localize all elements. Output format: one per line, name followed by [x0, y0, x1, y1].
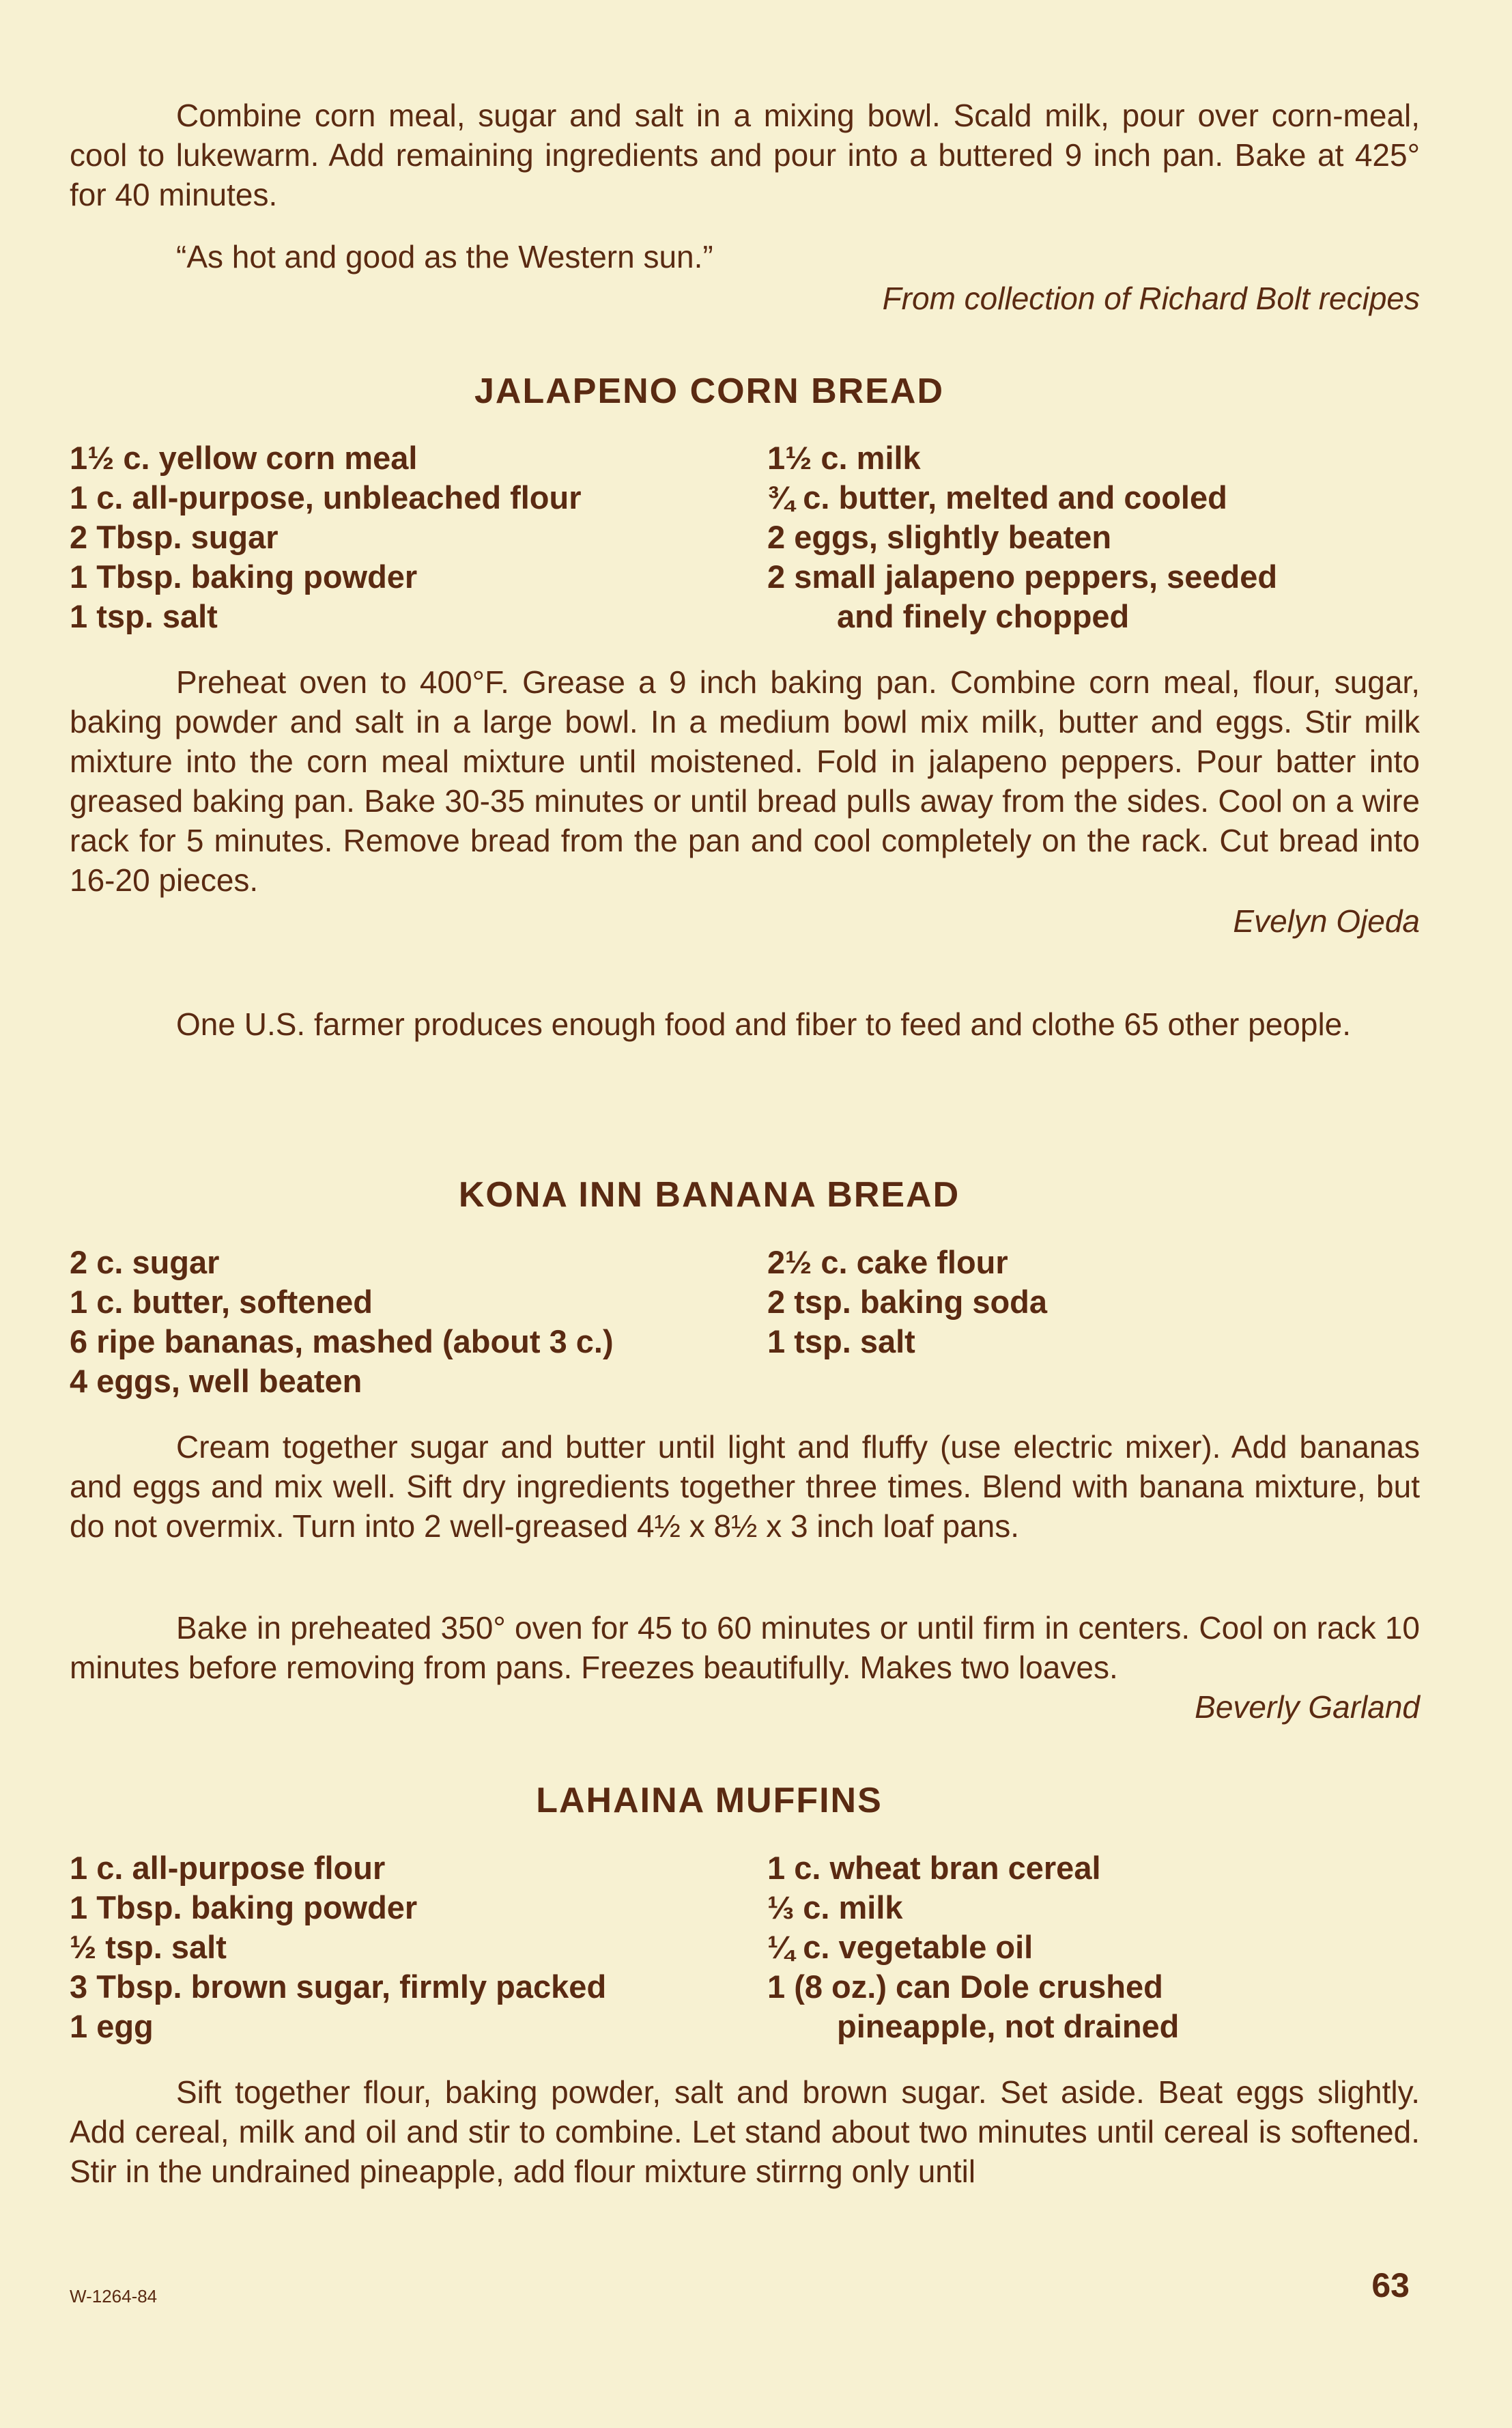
- recipe-title: LAHAINA MUFFINS: [536, 1781, 883, 1820]
- ingredients-left: [70, 1243, 614, 1401]
- ingredient: 2½ c. cake flour: [767, 1244, 1008, 1280]
- ingredient: 1 c. butter, softened: [70, 1284, 373, 1320]
- intro-attribution: From collection of Richard Bolt recipes: [882, 281, 1420, 316]
- ingredient: ¼ c. vegetable oil: [767, 1929, 1033, 1965]
- recipe-directions: Preheat oven to 400°F. Grease a 9 inch baking pan. Combine corn meal, flour, sugar, baking powder and salt in a large bowl. In a medium bowl mix milk, butter and eggs. Stir milk mixture into the corn meal mixture until moistened. Fold in jalapeno peppers. Pour batter into greased baking pan. Bake 30-35 minutes or until bread pulls away from the sides. Cool on a wire rack for 5 minutes. Remove bread from the pan and cool completely on the rack. Cut bread into 16-20 pieces.: [70, 664, 1420, 898]
- ingredient: 2 small jalapeno peppers, seeded: [767, 559, 1278, 595]
- ingredients-right: [767, 438, 1277, 636]
- ingredient: 1 c. wheat bran cereal: [767, 1850, 1101, 1886]
- farmer-fact: One U.S. farmer produces enough food and fiber to feed and clothe 65 other people.: [176, 1006, 1352, 1042]
- ingredient: ⅓ c. milk: [767, 1889, 903, 1925]
- recipe-directions: Sift together flour, baking powder, salt and brown sugar. Set aside. Beat eggs slightly. Add cereal, milk and oil and stir to combine. Let stand about two minutes until cereal is softened. Stir in the undrained pineapple, add flour mixture stirrng only until: [70, 2074, 1420, 2189]
- ingredient: 2 Tbsp. sugar: [70, 519, 279, 555]
- ingredient: 1 tsp. salt: [767, 1323, 915, 1359]
- recipe-directions: Bake in preheated 350° oven for 45 to 60 minutes or until firm in centers. Cool on rack 10 minutes before removing from pans. Freezes beautifully. Makes two loaves.: [70, 1610, 1420, 1685]
- ingredient: 1 (8 oz.) can Dole crushed: [767, 1968, 1163, 2005]
- ingredient: 1 Tbsp. baking powder: [70, 1889, 418, 1925]
- ingredients-left: [70, 1848, 606, 2046]
- ingredient: 2 tsp. baking soda: [767, 1284, 1048, 1320]
- ingredient: 1 tsp. salt: [70, 598, 218, 634]
- ingredient: 1 c. all-purpose, unbleached flour: [70, 479, 582, 516]
- document-code: W-1264-84: [70, 2286, 158, 2306]
- ingredient: 3 Tbsp. brown sugar, firmly packed: [70, 1968, 607, 2005]
- recipe-title: KONA INN BANANA BREAD: [458, 1175, 960, 1215]
- ingredient: 1 egg: [70, 2008, 154, 2044]
- ingredient: 1 c. all-purpose flour: [70, 1850, 386, 1886]
- ingredient: 2 c. sugar: [70, 1244, 220, 1280]
- ingredient: ½ tsp. salt: [70, 1929, 227, 1965]
- recipe-directions: Cream together sugar and butter until light and fluffy (use electric mixer). Add bananas and eggs and mix well. Sift dry ingredients together three times. Blend with banana mixture, but do not overmix. Turn into 2 well-greased 4½ x 8½ x 3 inch loaf pans.: [70, 1429, 1420, 1544]
- intro-paragraph: Combine corn meal, sugar and salt in a mixing bowl. Scald milk, pour over corn-meal, cool to lukewarm. Add remaining ingredients and pour into a buttered 9 inch pan. Bake at 425° for 40 minutes.: [70, 98, 1420, 212]
- page-number: 63: [1371, 2266, 1410, 2304]
- ingredient: 2 eggs, slightly beaten: [767, 519, 1112, 555]
- ingredient: 1½ c. milk: [767, 440, 921, 476]
- ingredient: pineapple, not drained: [837, 2008, 1180, 2044]
- intro-quote: “As hot and good as the Western sun.”: [176, 239, 713, 274]
- ingredients-left: [70, 438, 582, 636]
- recipe-title: JALAPENO CORN BREAD: [474, 371, 945, 411]
- ingredient: 6 ripe bananas, mashed (about 3 c.): [70, 1323, 614, 1359]
- ingredients-right: [767, 1848, 1179, 2046]
- recipe-author: Beverly Garland: [1195, 1689, 1420, 1725]
- ingredient: ¾ c. butter, melted and cooled: [767, 479, 1227, 516]
- ingredient: 1½ c. yellow corn meal: [70, 440, 418, 476]
- ingredients-right: [767, 1243, 1047, 1361]
- ingredient: and finely chopped: [837, 598, 1130, 634]
- ingredient: 4 eggs, well beaten: [70, 1363, 362, 1399]
- ingredient: 1 Tbsp. baking powder: [70, 559, 418, 595]
- recipe-author: Evelyn Ojeda: [1233, 903, 1420, 939]
